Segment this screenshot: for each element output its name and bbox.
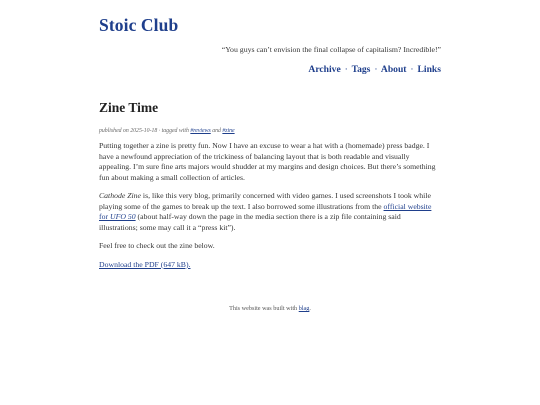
footer-suffix: . (309, 305, 311, 312)
published-label: published on (99, 128, 129, 134)
download-paragraph (99, 260, 441, 271)
paragraph-intro: Putting together a zine is pretty fun. Now I have an excuse to wear a hat with a (homemade) press badge. I have a newfound appreciation of the trickiness of balancing layout that is both readable and visually appealing. I’m sure fine arts majors would shudder at my margins and design choices. But there’s something fun about making a small collection of articles. (99, 141, 436, 182)
footer-text: This website was built with (229, 305, 299, 312)
tag-reviews-link[interactable]: #reviews (190, 128, 211, 134)
nav-tags-link[interactable]: Tags (351, 64, 371, 75)
blag-link[interactable]: blag (298, 305, 310, 312)
nav-about-link[interactable]: About (380, 64, 407, 75)
main-nav (308, 64, 441, 75)
paragraph-text: is, like this very blog, primarily concerned with video games. I used screenshots I took while playing some of the games to break up the text. I also borrowed some illustrations from the (99, 191, 431, 211)
zine-name: Cathode Zine (99, 191, 141, 200)
footer (0, 305, 540, 312)
game-name: UFO 50 (109, 212, 136, 221)
download-pdf-link[interactable]: Download the PDF (647 kB). (99, 259, 191, 269)
paragraph-zine-description (99, 191, 441, 233)
nav-separator: · (344, 64, 348, 75)
tag-zine-link[interactable]: #zine (222, 128, 235, 134)
paragraph-cta: Feel free to check out the zine below. (99, 241, 215, 250)
site-tagline: “You guys can’t envision the final collapse of capitalism? Incredible!” (221, 45, 441, 54)
post-title: Zine Time (99, 100, 159, 115)
site-title-link[interactable]: Stoic Club (99, 15, 179, 35)
tagged-label: · tagged with (158, 128, 189, 134)
post-content (99, 141, 441, 278)
tag-and-label: and (212, 128, 221, 134)
post-date: 2025-10-18 (130, 128, 158, 134)
nav-links-link[interactable]: Links (417, 64, 441, 75)
nav-separator: · (374, 64, 378, 75)
nav-separator: · (410, 64, 414, 75)
link-text: official website for (99, 201, 432, 221)
nav-archive-link[interactable]: Archive (308, 64, 341, 75)
post-meta (99, 128, 235, 134)
paragraph-text: (about half-way down the page in the media section there is a zip file containing said illustrations; some may call it a “press kit”). (99, 212, 401, 232)
